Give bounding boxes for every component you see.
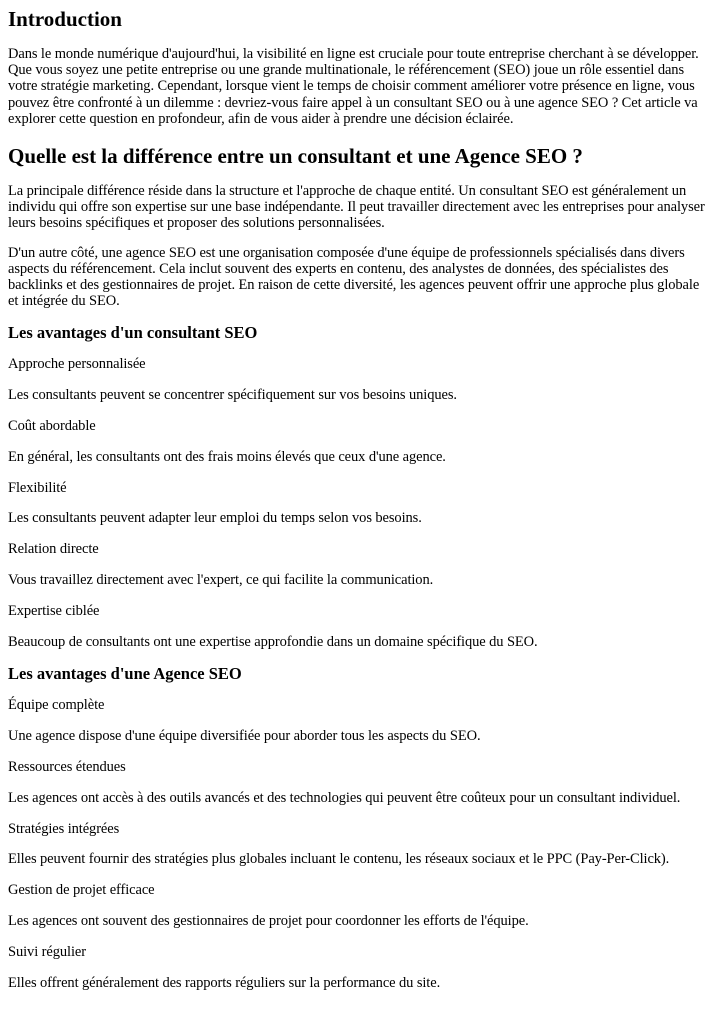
advantage-text: Les agences ont accès à des outils avancés et des technologies qui peuvent être coûteux pour un consultant individuel. <box>8 789 681 806</box>
advantage-text: Vous travaillez directement avec l'expert, ce qui facilite la communication. <box>8 572 434 589</box>
consultant-advantages-heading: Les avantages d'un consultant SEO <box>8 323 258 343</box>
advantage-text: En général, les consultants ont des frais moins élevés que ceux d'une agence. <box>8 448 446 465</box>
advantage-text: Elles offrent généralement des rapports réguliers sur la performance du site. <box>8 974 441 991</box>
advantage-title: Flexibilité <box>8 479 67 496</box>
advantage-title: Relation directe <box>8 541 99 558</box>
advantage-text: Elles peuvent fournir des stratégies plus globales incluant le contenu, les réseaux sociaux et le PPC (Pay-Per-Click). <box>8 851 670 868</box>
advantage-text: Les consultants peuvent se concentrer spécifiquement sur vos besoins uniques. <box>8 387 457 404</box>
difference-paragraph: D'un autre côté, une agence SEO est une organisation composée d'une équipe de professionnels spécialisés dans divers aspects du référencement. Cela inclut souvent des experts en contenu, des analystes de données, des spécialistes des backlinks et des gestionnaires de projet. En raison de cette diversité, les agences peuvent offrir une approche plus globale et intégrée du SEO. <box>8 244 700 310</box>
advantage-title: Équipe complète <box>8 697 105 714</box>
difference-heading: Quelle est la différence entre un consultant et une Agence SEO ? <box>8 144 583 169</box>
advantage-title: Suivi régulier <box>8 943 86 960</box>
advantage-title: Gestion de projet efficace <box>8 882 155 899</box>
intro-paragraph: Dans le monde numérique d'aujourd'hui, la visibilité en ligne est cruciale pour toute entreprise cherchant à se développer. Que vous soyez une petite entreprise ou une grande multinationale, le référencement (SEO) joue un rôle essentiel dans votre stratégie marketing. Cependant, lorsque vient le temps de choisir comment améliorer votre présence en ligne, vous pouvez être confronté à un dilemme : devriez-vous faire appel à un consultant SEO ou à une agence SEO ? Cet article va explorer cette question en profondeur, afin de vous aider à prendre une décision éclairée. <box>8 46 699 127</box>
advantage-text: Les consultants peuvent adapter leur emploi du temps selon vos besoins. <box>8 510 422 527</box>
article <box>0 7 720 991</box>
advantage-title: Expertise ciblée <box>8 602 100 619</box>
advantage-title: Coût abordable <box>8 418 96 435</box>
advantage-text: Une agence dispose d'une équipe diversifiée pour aborder tous les aspects du SEO. <box>8 728 481 745</box>
advantage-title: Approche personnalisée <box>8 356 146 373</box>
agency-advantages-heading: Les avantages d'une Agence SEO <box>8 664 242 684</box>
advantage-title: Ressources étendues <box>8 759 126 775</box>
advantage-text: Les agences ont souvent des gestionnaires de projet pour coordonner les efforts de l'équipe. <box>8 912 529 929</box>
advantage-title: Stratégies intégrées <box>8 820 120 837</box>
difference-paragraph: La principale différence réside dans la structure et l'approche de chaque entité. Un consultant SEO est généralement un individu qui offre son expertise sur une base indépendante. Il peut travailler directement avec les entreprises pour analyser leurs besoins spécifiques et proposer des solutions personnalisées. <box>8 183 705 232</box>
intro-heading: Introduction <box>8 7 122 31</box>
advantage-text: Beaucoup de consultants ont une expertise approfondie dans un domaine spécifique du SEO. <box>8 633 538 650</box>
